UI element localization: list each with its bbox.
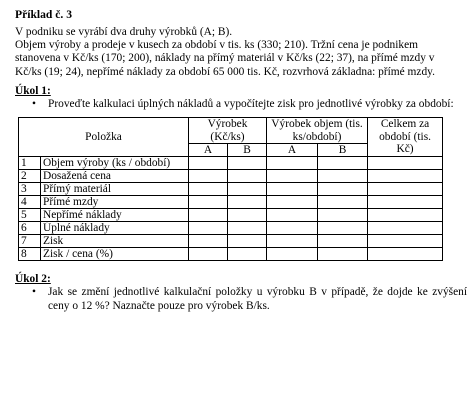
cell-volume-a bbox=[267, 196, 318, 209]
cell-volume-b bbox=[318, 183, 368, 196]
task2-bullet-item bbox=[15, 286, 467, 312]
row-number: 3 bbox=[19, 183, 41, 196]
row-number: 4 bbox=[19, 196, 41, 209]
header-item: Položka bbox=[19, 118, 189, 157]
intro-line: stanovena v Kč/ks (170; 200), náklady na přímý materiál v Kč/ks (22; 37), na přímé mzdy v bbox=[15, 52, 435, 65]
cell-volume-a bbox=[267, 209, 318, 222]
cell-volume-a bbox=[267, 183, 318, 196]
cell-volume-b bbox=[318, 170, 368, 183]
cell-product-b bbox=[228, 157, 267, 170]
bullet-icon: • bbox=[32, 286, 36, 299]
cell-volume-b bbox=[318, 248, 368, 261]
cell-product-a bbox=[189, 209, 228, 222]
row-label: Dosažená cena bbox=[41, 170, 189, 183]
row-number: 2 bbox=[19, 170, 41, 183]
cell-total bbox=[368, 235, 443, 248]
header-product-b: B bbox=[228, 144, 267, 157]
cell-volume-b bbox=[318, 157, 368, 170]
table-row bbox=[19, 196, 443, 209]
row-label: Zisk / cena (%) bbox=[41, 248, 189, 261]
table-row bbox=[19, 170, 443, 183]
task1-bullet-item bbox=[15, 98, 467, 111]
table-row bbox=[19, 157, 443, 170]
cell-volume-a bbox=[267, 248, 318, 261]
exercise-title: Příklad č. 3 bbox=[15, 8, 73, 21]
cell-product-a bbox=[189, 222, 228, 235]
cell-product-b bbox=[228, 235, 267, 248]
cell-total bbox=[368, 196, 443, 209]
cell-total bbox=[368, 222, 443, 235]
header-product: Výrobek (Kč/ks) bbox=[189, 118, 267, 144]
cell-volume-b bbox=[318, 222, 368, 235]
task2-text: Jak se změní jednotlivé kalkulační položky u výrobku B v případě, že dojde ke zvýšení ceny o 12 %? Naznačte pouze pro výrobek B/ks. bbox=[48, 286, 467, 312]
cell-volume-b bbox=[318, 209, 368, 222]
row-number: 7 bbox=[19, 235, 41, 248]
document-page bbox=[15, 8, 467, 313]
cell-product-b bbox=[228, 209, 267, 222]
table-row bbox=[19, 235, 443, 248]
table-row bbox=[19, 222, 443, 235]
cell-volume-b bbox=[318, 235, 368, 248]
intro-paragraph bbox=[15, 26, 467, 79]
cell-product-a bbox=[189, 248, 228, 261]
intro-line: V podniku se vyrábí dva druhy výrobků (A; B). bbox=[15, 26, 233, 38]
row-label: Přímý materiál bbox=[41, 183, 189, 196]
cell-volume-a bbox=[267, 235, 318, 248]
cell-total bbox=[368, 170, 443, 183]
row-number: 6 bbox=[19, 222, 41, 235]
task1-heading: Úkol 1: bbox=[15, 84, 51, 97]
row-label: Objem výroby (ks / období) bbox=[41, 157, 189, 170]
task1-text: Proveďte kalkulaci úplných nákladů a vypočítejte zisk pro jednotlivé výrobky za období: bbox=[48, 98, 454, 111]
row-label: Přímé mzdy bbox=[41, 196, 189, 209]
cell-volume-a bbox=[267, 157, 318, 170]
header-volume-b: B bbox=[318, 144, 368, 157]
cell-total bbox=[368, 248, 443, 261]
task2-heading: Úkol 2: bbox=[15, 273, 51, 286]
intro-line: Kč/ks (19; 24), nepřímé náklady za období 65 000 tis. Kč, rozvrhová základna: přímé mzdy. bbox=[15, 65, 435, 78]
table-row bbox=[19, 248, 443, 261]
row-number: 1 bbox=[19, 157, 41, 170]
cell-product-a bbox=[189, 170, 228, 183]
cell-total bbox=[368, 183, 443, 196]
cell-total bbox=[368, 157, 443, 170]
header-total: Celkem za období (tis. Kč) bbox=[368, 118, 443, 157]
cell-product-b bbox=[228, 222, 267, 235]
table-row bbox=[19, 183, 443, 196]
intro-line: Objem výroby a prodeje v kusech za období v tis. ks (330; 210). Tržní cena je podnikem bbox=[15, 39, 419, 52]
calculation-table bbox=[18, 117, 443, 261]
row-label: Úplné náklady bbox=[41, 222, 189, 235]
row-number: 8 bbox=[19, 248, 41, 261]
header-volume: Výrobek objem (tis. ks/období) bbox=[267, 118, 368, 144]
cell-product-a bbox=[189, 157, 228, 170]
cell-product-a bbox=[189, 235, 228, 248]
row-number: 5 bbox=[19, 209, 41, 222]
header-volume-a: A bbox=[267, 144, 318, 157]
cell-product-a bbox=[189, 183, 228, 196]
cell-product-b bbox=[228, 170, 267, 183]
cell-product-a bbox=[189, 196, 228, 209]
cell-volume-a bbox=[267, 170, 318, 183]
cell-total bbox=[368, 209, 443, 222]
row-label: Nepřímé náklady bbox=[41, 209, 189, 222]
header-product-a: A bbox=[189, 144, 228, 157]
cell-volume-a bbox=[267, 222, 318, 235]
bullet-icon: • bbox=[32, 98, 36, 111]
table-row bbox=[19, 209, 443, 222]
row-label: Zisk bbox=[41, 235, 189, 248]
cell-product-b bbox=[228, 196, 267, 209]
cell-volume-b bbox=[318, 196, 368, 209]
cell-product-b bbox=[228, 183, 267, 196]
cell-product-b bbox=[228, 248, 267, 261]
calculation-table-wrap bbox=[18, 117, 467, 261]
